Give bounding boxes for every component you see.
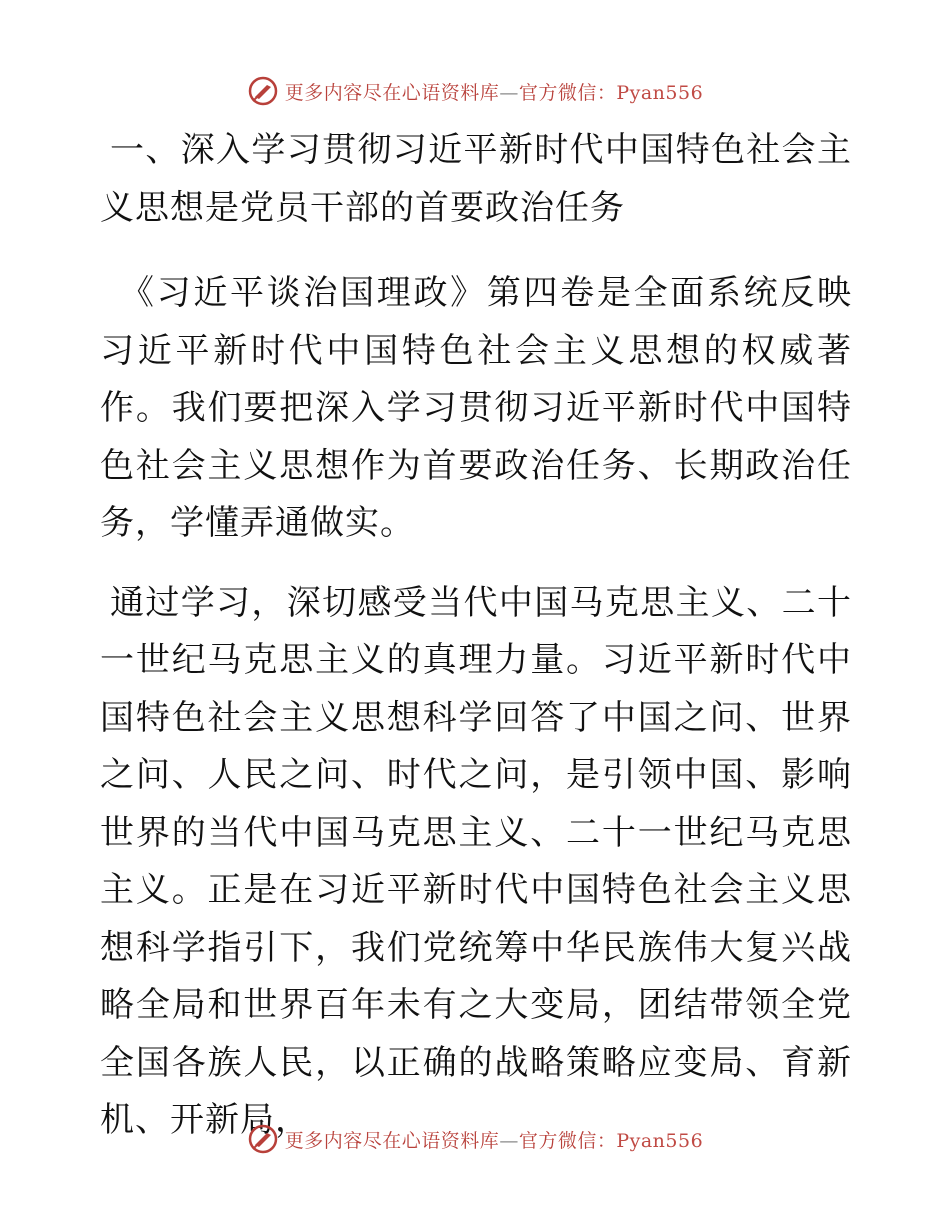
watermark-header (0, 71, 950, 111)
document-body (100, 122, 852, 1150)
paragraph-1: 《习近平谈治国理政》第四卷是全面系统反映习近平新时代中国特色社会主义思想的权威著作。我们要把深入学习贯彻习近平新时代中国特色社会主义思想作为首要政治任务、长期政治任务，学懂弄通做实。 (100, 273, 852, 543)
wechat-id: Pyan556 (616, 1129, 704, 1152)
quill-pen-logo-icon (247, 75, 279, 107)
quill-pen-logo-icon (247, 1123, 279, 1155)
brand-text: 更多内容尽在心语资料库 (284, 1129, 500, 1152)
wechat-label: 官方微信： (518, 1129, 617, 1152)
wechat-id: Pyan556 (616, 81, 704, 104)
watermark-text (285, 78, 703, 105)
paragraph-2: 通过学习，深切感受当代中国马克思主义、二十一世纪马克思主义的真理力量。习近平新时代中国特色社会主义思想科学回答了中国之问、世界之问、人民之问、时代之问，是引领中国、影响世界的当代中国马克思主义、二十一世纪马克思主义。正是在习近平新时代中国特色社会主义思想科学指引下，我们党统筹中华民族伟大复兴战略全局和世界百年未有之大变局，团结带领全党全国各族人民，以正确的战略策略应变局、育新机、开新局， (100, 582, 852, 1140)
separator: — (499, 1129, 519, 1152)
section-heading: 一、深入学习贯彻习近平新时代中国特色社会主义思想是党员干部的首要政治任务 (100, 130, 852, 228)
wechat-label: 官方微信： (518, 81, 617, 104)
brand-text: 更多内容尽在心语资料库 (284, 81, 500, 104)
separator: — (499, 81, 519, 104)
watermark-footer (0, 1119, 950, 1159)
watermark-text (285, 1126, 703, 1153)
